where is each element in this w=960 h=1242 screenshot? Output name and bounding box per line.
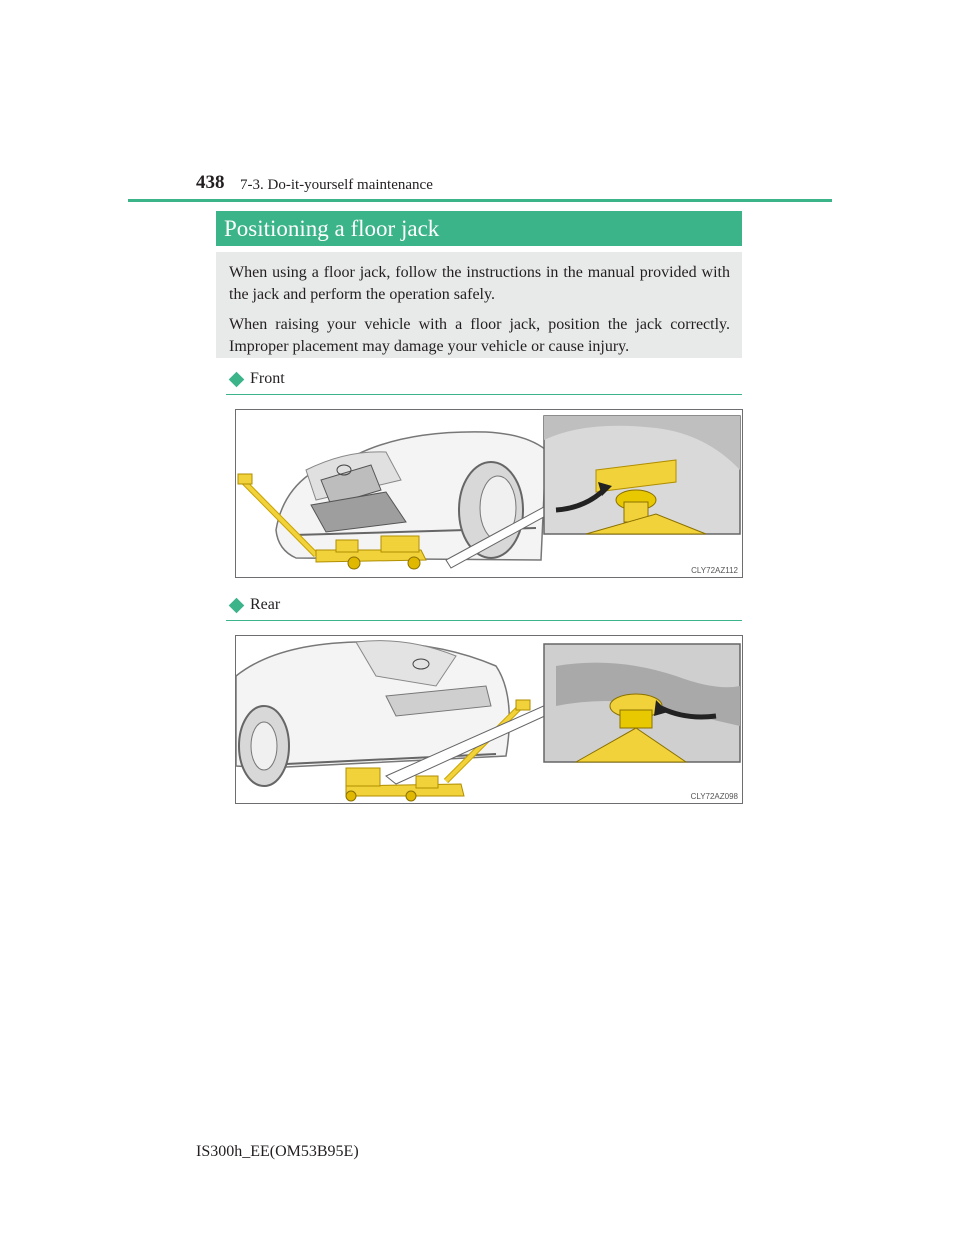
rear-label: Rear [250,596,281,613]
front-figure-code: CLY72AZ112 [691,566,738,575]
page-title: Positioning a floor jack [216,211,742,246]
rear-jack-illustration [235,635,743,804]
intro-box [216,252,742,358]
diamond-bullet-icon [229,597,245,613]
front-rule [226,394,742,395]
front-heading [229,370,285,388]
diamond-bullet-icon [229,371,245,387]
front-label: Front [250,370,285,387]
footer-model-code: IS300h_EE(OM53B95E) [196,1143,359,1160]
rear-rule [226,620,742,621]
intro-paragraph-1: When using a floor jack, follow the instructions in the manual provided with the jack and perform the operation safely. [229,264,730,303]
header-rule [128,199,832,202]
page-number: 438 [196,172,225,193]
rear-figure-code: CLY72AZ098 [690,792,738,801]
section-title: 7-3. Do-it-yourself maintenance [240,177,433,193]
rear-heading [229,596,280,614]
intro-paragraph-2: When raising your vehicle with a floor jack, position the jack correctly. Improper placement may damage your vehicle or cause injury. [229,316,730,355]
front-jack-illustration [235,409,743,578]
